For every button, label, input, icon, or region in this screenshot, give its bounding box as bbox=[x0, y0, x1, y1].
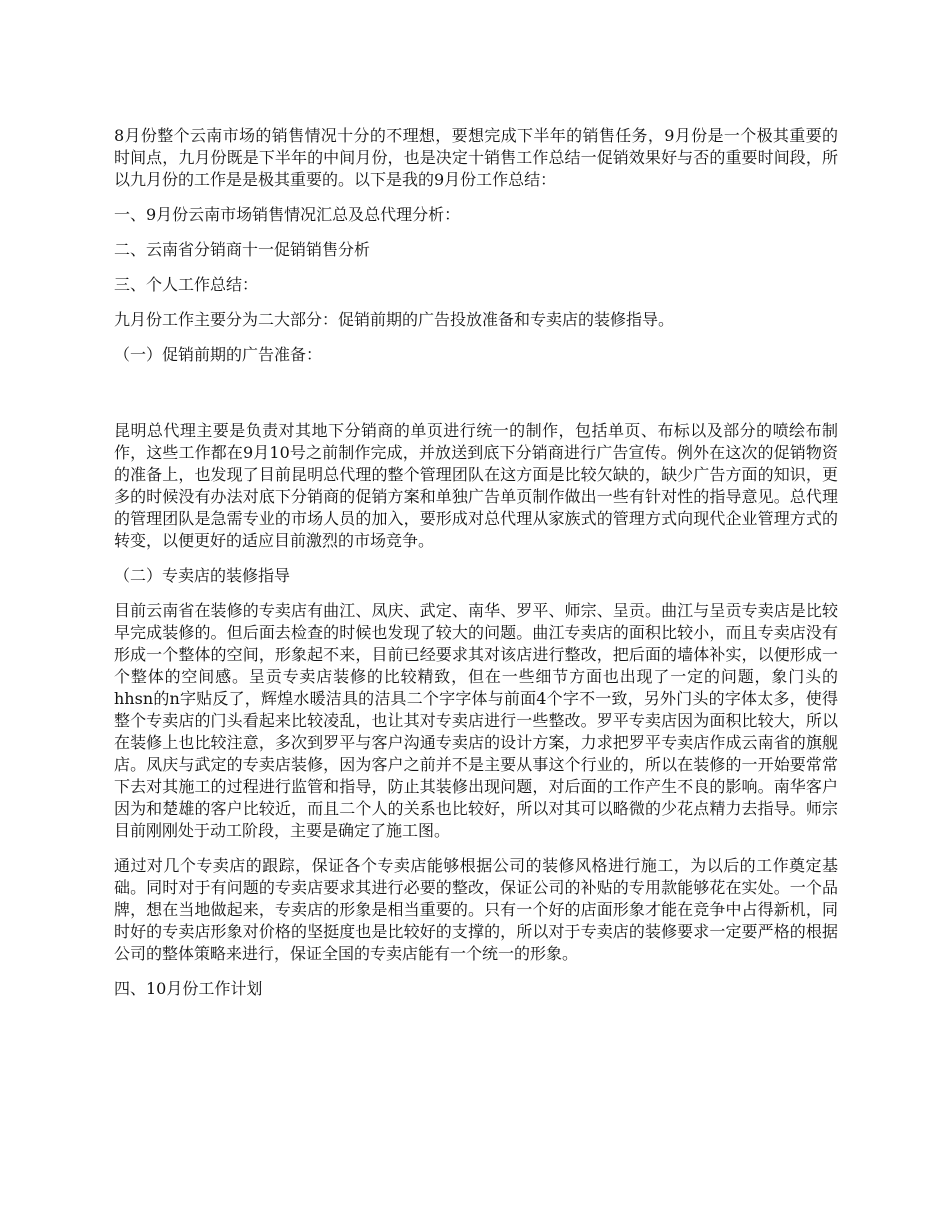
section-heading-2: 二、云南省分销商十一促销销售分析 bbox=[114, 240, 371, 259]
section-heading-1: 一、9月份云南市场销售情况汇总及总代理分析： bbox=[114, 205, 461, 224]
advertising-paragraph: 昆明总代理主要是负责对其地下分销商的单页进行统一的制作，包括单页、布标以及部分的喷绘布制作，这些工作都在9月10号之前制作完成，并放送到底下分销商进行广告宣传。例外在这次的促销物资的准备上，也发现了目前昆明总代理的整个管理团队在这方面是比较欠缺的，缺少广告方面的知识，更多的时候没有办法对底下分销商的促销方案和单独广告单页制作做出一些有针对性的指导意见。总代理的管理团队是急需专业的市场人员的加入，要形成对总代理从家族式的管理方式向现代企业管理方式的转变，以便更好的适应目前激烈的市场竞争。 bbox=[114, 421, 838, 550]
document-body bbox=[114, 125, 838, 1013]
section-heading-4: 四、10月份工作计划 bbox=[114, 979, 263, 998]
section-heading-3: 三、个人工作总结： bbox=[114, 275, 259, 294]
store-renovation-paragraph: 目前云南省在装修的专卖店有曲江、凤庆、武定、南华、罗平、师宗、呈贡。曲江与呈贡专卖店是比较早完成装修的。但后面去检查的时候也发现了较大的问题。曲江专卖店的面积比较小，而且专卖店没有形成一个整体的空间，形象起不来，目前已经要求其对该店进行整改，把后面的墙体补实，以便形成一个整体的空间感。呈贡专卖店装修的比较精致，但在一些细节方面也出现了一定的问题，象门头的hhsn的n字贴反了，辉煌水暖洁具的洁具二个字字体与前面4个字不一致，另外门头的字体太多，使得整个专卖店的门头看起来比较凌乱，也让其对专卖店进行一些整改。罗平专卖店因为面积比较大，所以在装修上也比较注意，多次到罗平与客户沟通专卖店的设计方案，力求把罗平专卖店作成云南省的旗舰店。凤庆与武定的专卖店装修，因为客户之前并不是主要从事这个行业的，所以在装修的一开始要常常下去对其施工的过程进行监管和指导，防止其装修出现问题，对后面的工作产生不良的影响。南华客户因为和楚雄的客户比较近，而且二个人的关系也比较好，所以对其可以略微的少花点精力去指导。师宗目前刚刚处于动工阶段，主要是确定了施工图。 bbox=[114, 601, 838, 840]
store-tracking-paragraph: 通过对几个专卖店的跟踪，保证各个专卖店能够根据公司的装修风格进行施工，为以后的工作奠定基础。同时对于有问题的专卖店要求其进行必要的整改，保证公司的补贴的专用款能够花在实处。一个品牌，想在当地做起来，专卖店的形象是相当重要的。只有一个好的店面形象才能在竞争中占得新机，同时好的专卖店形象对价格的坚挺度也是比较好的支撑的，所以对于专卖店的装修要求一定要严格的根据公司的整体策略来进行，保证全国的专卖店能有一个统一的形象。 bbox=[114, 856, 838, 963]
subsection-heading-1: （一）促销前期的广告准备： bbox=[114, 345, 323, 364]
work-summary-paragraph: 九月份工作主要分为二大部分：促销前期的广告投放准备和专卖店的装修指导。 bbox=[114, 310, 675, 329]
subsection-heading-2: （二）专卖店的装修指导 bbox=[114, 566, 291, 585]
intro-paragraph: 8月份整个云南市场的销售情况十分的不理想，要想完成下半年的销售任务，9月份是一个极其重要的时间点，九月份既是下半年的中间月份，也是决定十销售工作总结一促销效果好与否的重要时间段，所以九月份的工作是是极其重要的。以下是我的9月份工作总结： bbox=[114, 126, 838, 189]
